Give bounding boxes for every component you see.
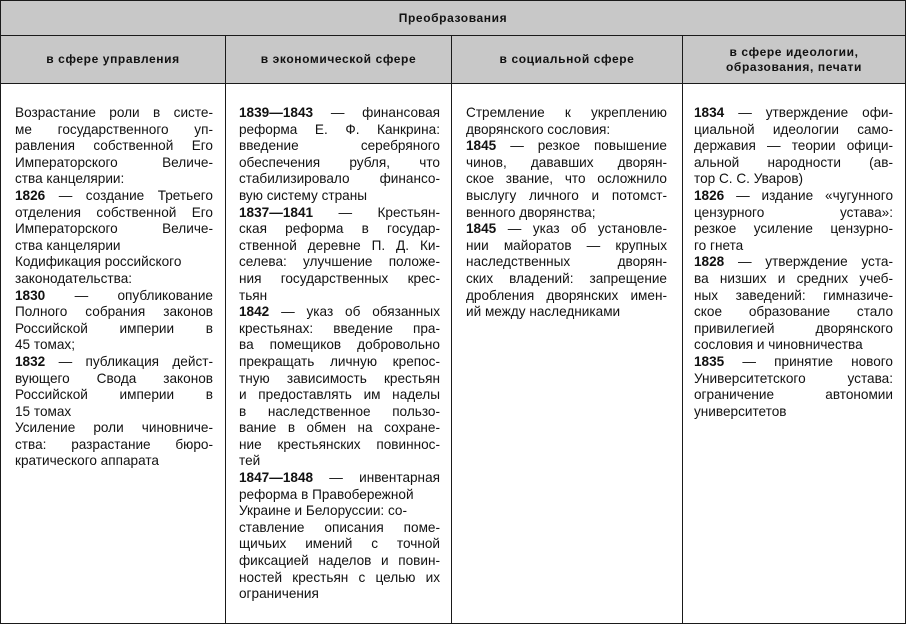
text-segment: Стремление к укреплению [466, 105, 667, 120]
text-line [694, 105, 893, 122]
text-line [694, 321, 893, 338]
text-segment: стабилизировало финансо- [239, 171, 440, 187]
text-line [239, 105, 440, 122]
year-label: 1826 [694, 187, 725, 203]
text-segment: — публикация дейст- [45, 353, 213, 369]
text-line [15, 254, 213, 271]
text-line [239, 288, 440, 305]
text-line [239, 354, 440, 371]
text-segment: ностей крестьян с целью их [239, 569, 440, 585]
text-line [239, 271, 440, 288]
text-segment: Императорского Величе- [15, 154, 213, 170]
text-segment: дробления дворянских имен- [466, 287, 667, 303]
text-line [239, 453, 440, 470]
text-line [239, 321, 440, 338]
text-line [15, 354, 213, 371]
text-segment: ства канцелярии: [15, 171, 125, 187]
text-line [694, 404, 893, 421]
text-line [239, 254, 440, 271]
text-segment: привилегией дворянского [694, 320, 893, 336]
text-line [694, 337, 893, 354]
text-segment: Возрастание роли в систе- [15, 105, 213, 120]
text-line [239, 520, 440, 537]
year-label: 1845 [466, 221, 497, 237]
text-segment: — финансовая [313, 105, 440, 120]
text-segment: ние крестьянских повиннос- [239, 436, 440, 452]
text-line [239, 138, 440, 155]
table-title: Преобразования [1, 1, 905, 36]
text-segment: в наследственное пользо- [239, 403, 440, 419]
text-line [239, 404, 440, 421]
text-segment: законодательства: [15, 270, 133, 286]
text-segment: обеспечения рубля, что [239, 154, 440, 170]
text-segment: дворянского сословия: [466, 121, 611, 137]
text-segment: тьян [239, 287, 268, 303]
text-segment: — издание «чугунного [724, 187, 893, 203]
text-line [15, 371, 213, 388]
text-segment: ставление описания поме- [239, 519, 440, 535]
text-segment: нии майоратов — крупных [466, 237, 667, 253]
text-line [694, 171, 893, 188]
text-segment: ства: разрастание бюро- [15, 436, 213, 452]
text-line [694, 238, 893, 255]
text-segment: ограничения [239, 586, 319, 602]
text-line [239, 155, 440, 172]
text-line [239, 337, 440, 354]
text-segment: го гнета [694, 237, 744, 253]
text-segment: вание в обмен на сохране- [239, 420, 440, 436]
text-line [15, 205, 213, 222]
text-line [15, 238, 213, 255]
text-segment: Кодификация российского [15, 254, 182, 270]
text-segment: 45 томах; [15, 337, 76, 353]
text-segment: сословия и чиновничества [694, 337, 863, 353]
text-segment: ния государственных крес- [239, 270, 440, 286]
text-line [239, 171, 440, 188]
text-segment: цензурного устава»: [694, 204, 893, 220]
column-header-ideology: в сфере идеологии, образования, печати [683, 36, 905, 84]
text-line [239, 205, 440, 222]
year-label: 1834 [694, 105, 725, 120]
text-segment: реформа в Правобережной [239, 486, 414, 502]
year-label: 1837—1841 [239, 204, 314, 220]
text-line [694, 254, 893, 271]
text-segment: Российской империи в [15, 320, 213, 336]
text-line [239, 188, 440, 205]
text-segment: Украине и Белоруссии: со- [239, 503, 407, 519]
year-label: 1830 [15, 287, 46, 303]
text-segment: Полного собрания законов [15, 304, 213, 320]
text-line [239, 553, 440, 570]
year-label: 1839—1843 [239, 105, 314, 120]
text-line [239, 221, 440, 238]
text-line [466, 205, 667, 222]
text-segment: — инвентарная [313, 470, 440, 486]
text-line [239, 437, 440, 454]
text-line [466, 304, 667, 321]
text-segment: университетов [694, 403, 787, 419]
text-line [15, 404, 213, 421]
column-divider [451, 36, 452, 623]
text-line [15, 138, 213, 155]
year-label: 1826 [15, 187, 46, 203]
text-segment: реформа Е. Ф. Канкрина: [239, 121, 440, 137]
text-line [239, 387, 440, 404]
text-line [15, 387, 213, 404]
text-segment: — Крестьян- [313, 204, 440, 220]
text-segment: вую систему страны [239, 187, 368, 203]
text-line [694, 122, 893, 139]
text-line [239, 586, 440, 603]
text-segment: — утверждение офи- [724, 105, 893, 120]
year-label: 1845 [466, 138, 497, 154]
text-segment: Российской империи в [15, 387, 213, 403]
text-segment: альной народности (ав- [694, 154, 893, 170]
text-line [694, 221, 893, 238]
text-line [15, 337, 213, 354]
text-line [239, 420, 440, 437]
text-segment: — указ об установле- [496, 221, 667, 237]
text-line [694, 304, 893, 321]
text-line [466, 122, 667, 139]
text-line [15, 288, 213, 305]
text-segment: ственной деревне П. Д. Ки- [239, 237, 440, 253]
text-line [239, 122, 440, 139]
column-header-administration: в сфере управления [1, 36, 225, 84]
cell-social [466, 105, 667, 321]
text-line [466, 155, 667, 172]
text-line [239, 536, 440, 553]
text-segment: ме государственного уп- [15, 121, 213, 137]
text-segment: — опубликование [45, 287, 213, 303]
text-line [466, 221, 667, 238]
year-label: 1835 [694, 353, 725, 369]
text-segment: державия — теории офици- [694, 138, 893, 154]
text-segment: и предоставлять им наделы [239, 387, 440, 403]
text-segment: введение серебряного [239, 138, 440, 154]
text-segment: ограничение автономии [694, 387, 893, 403]
text-line [694, 205, 893, 222]
text-line [239, 470, 440, 487]
text-segment: равления собственной Его [15, 138, 213, 154]
column-divider [682, 36, 683, 623]
text-line [15, 171, 213, 188]
text-segment: ских владений: запрещение [466, 270, 667, 286]
text-line [694, 138, 893, 155]
text-segment: Императорского Величе- [15, 221, 213, 237]
text-segment: фиксацией наделов и повин- [239, 553, 440, 569]
text-line [466, 288, 667, 305]
text-line [694, 371, 893, 388]
text-line [466, 238, 667, 255]
text-segment: тор С. С. Уваров) [694, 171, 804, 187]
text-line [239, 503, 440, 520]
text-segment: ва помещиков добровольно [239, 337, 440, 353]
year-label: 1828 [694, 254, 725, 270]
column-header-social: в социальной сфере [452, 36, 682, 84]
text-line [239, 570, 440, 587]
text-line [239, 304, 440, 321]
text-line [15, 122, 213, 139]
text-segment: чинов, дававших дворян- [466, 154, 667, 170]
text-line [15, 221, 213, 238]
text-segment: венного дворянства; [466, 204, 596, 220]
text-segment: ных заведений: гимназиче- [694, 287, 893, 303]
text-segment: выслугу личного и потомст- [466, 187, 667, 203]
text-line [15, 437, 213, 454]
text-line [466, 254, 667, 271]
text-line [466, 271, 667, 288]
text-segment: резкое усиление цензурно- [694, 221, 893, 237]
text-line [466, 138, 667, 155]
text-segment: прекращать личную крепос- [239, 353, 440, 369]
text-segment: щичьих имений с точной [239, 536, 440, 552]
year-label: 1842 [239, 304, 270, 320]
text-line [239, 371, 440, 388]
text-line [15, 188, 213, 205]
text-segment: кратического аппарата [15, 453, 159, 469]
cell-economy [239, 105, 440, 603]
text-segment: циальной идеологии само- [694, 121, 893, 137]
text-segment: ства канцелярии [15, 237, 121, 253]
text-line [694, 271, 893, 288]
text-line [15, 105, 213, 122]
year-label: 1832 [15, 353, 46, 369]
text-segment: отделения собственной Его [15, 204, 213, 220]
text-line [694, 155, 893, 172]
text-line [15, 271, 213, 288]
text-segment: ская реформа в государ- [239, 221, 440, 237]
text-segment: — указ об обязанных [269, 304, 440, 320]
text-segment: — создание Третьего [45, 187, 213, 203]
text-segment: ское звание, что осложнило [466, 171, 667, 187]
text-segment: наследственных дворян- [466, 254, 667, 270]
text-line [694, 288, 893, 305]
text-line [239, 238, 440, 255]
text-line [694, 354, 893, 371]
column-divider [225, 36, 226, 623]
text-segment: — резкое повышение [496, 138, 667, 154]
text-line [466, 188, 667, 205]
text-segment: тей [239, 453, 261, 469]
text-segment: вующего Свода законов [15, 370, 213, 386]
text-segment: тную зависимость крестьян [239, 370, 440, 386]
text-line [466, 105, 667, 122]
text-segment: — принятие нового [724, 353, 893, 369]
text-segment: крестьянах: введение пра- [239, 320, 440, 336]
text-line [15, 155, 213, 172]
text-segment: Усиление роли чиновниче- [15, 420, 213, 436]
text-segment: 15 томах [15, 403, 72, 419]
text-segment: ское образование стало [694, 304, 893, 320]
text-segment: ий между наследниками [466, 304, 621, 320]
cell-administration [15, 105, 213, 470]
column-header-economy: в экономической сфере [226, 36, 451, 84]
text-line [15, 420, 213, 437]
year-label: 1847—1848 [239, 470, 314, 486]
text-segment: ва низших и средних учеб- [694, 270, 893, 286]
text-line [15, 453, 213, 470]
text-line [466, 171, 667, 188]
text-segment: — утверждение уста- [724, 254, 893, 270]
text-line [239, 487, 440, 504]
text-segment: селева: улучшение положе- [239, 254, 440, 270]
text-line [694, 188, 893, 205]
text-line [694, 387, 893, 404]
cell-ideology [694, 105, 893, 420]
text-segment: Университетского устава: [694, 370, 893, 386]
text-line [15, 304, 213, 321]
text-line [15, 321, 213, 338]
